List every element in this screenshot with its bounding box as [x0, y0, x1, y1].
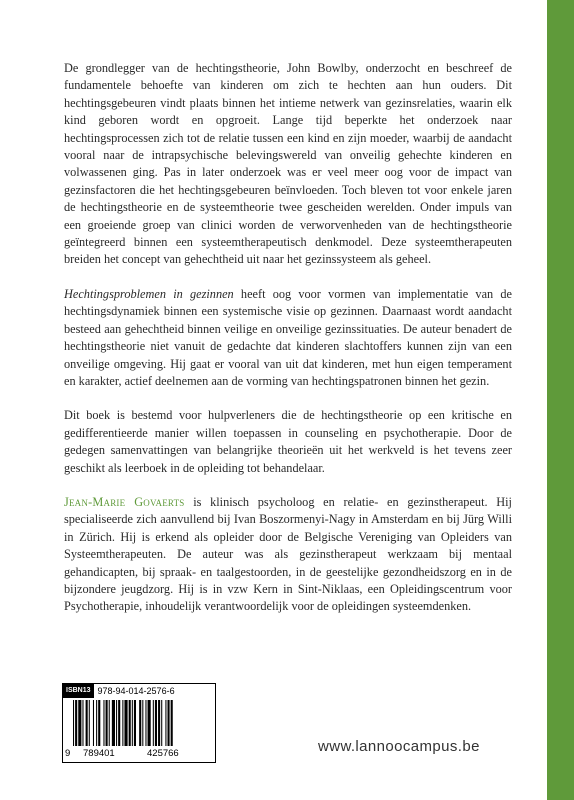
book-description-paragraph: [64, 286, 512, 390]
author-bio-paragraph: [64, 494, 512, 616]
author-bio-text: is klinisch psycholoog en relatie- en gezinstherapeut. Hij specialiseerde zich aanvullend bij Ivan Boszormenyi-Nagy in Amsterdam en bij Jürg Willi in Zürich. Hij is erkend als opleider door de Belgische Vereniging van Opleiders van Systeemtherapeuten. De auteur was als gezinstherapeut werkzaam bij mentaal gehandicapten, bij spraak- en taalgestoorden, in de geestelijke gezondheidszorg en in de bijzondere jeugdzorg. Hij is in vzw Kern in Sint-Niklaas, een Opleidingscentrum voor Psychotherapie, inhoudelijk verantwoordelijk voor de opleidingen systeemdenken.: [64, 494, 512, 614]
audience-paragraph: Dit boek is bestemd voor hulpverleners die de hechtingstheorie op een kritische en gedifferentieerde manier willen toepassen in counseling en psychotherapie. Door de gedegen samenvattingen van belangrijke theorieën uit het werkveld is het tevens zeer geschikt als leerboek in de opleiding tot behandelaar.: [64, 408, 512, 475]
barcode-bar: [139, 700, 141, 746]
barcode-bar: [109, 700, 110, 746]
barcode-digits-right: 425766: [147, 748, 179, 759]
barcode-bar: [168, 700, 170, 746]
barcode-bar: [161, 700, 162, 746]
publisher-website[interactable]: www.lannoocampus.be: [318, 738, 480, 755]
barcode-bar: [75, 700, 77, 746]
barcode-bar: [155, 700, 157, 746]
barcode-bar: [93, 700, 94, 746]
barcode-bar: [171, 700, 173, 746]
barcode-bar: [73, 700, 74, 746]
barcode-bar: [118, 700, 120, 746]
barcode-bar: [148, 700, 151, 746]
barcode-bars: [73, 700, 205, 746]
book-title: Hechtingsproblemen in gezinnen: [64, 286, 234, 301]
isbn-label: ISBN13: [63, 684, 94, 698]
barcode-bar: [153, 700, 154, 746]
barcode-bar: [106, 700, 108, 746]
barcode-bar: [116, 700, 117, 746]
barcode-bar: [145, 700, 146, 746]
intro-paragraph: De grondlegger van de hechtingstheorie, John Bowlby, onderzocht en beschreef de fundamentele behoefte van kinderen om zich te hechten aan hun ouders. Dit hechtingsgebeuren vindt plaats binnen het intieme netwerk van gezinsrelaties, waarin elk kind geboren wordt en opgroeit. Lange tijd beperkte het onderzoek naar hechtingsprocessen zich tot de relatie tussen een kind en zijn moeder, waarbij de aandacht vooral naar de intrapsychische belevingswereld van onveilig gehechte kinderen en volwassenen ging. Pas in later onderzoek was er veel meer oog voor de impact van gezinsfactoren die het hechtingsgebeuren beïnvloeden. Toch bleven tot voor enkele jaren de hechtingstheorie en de systeemtheorie twee gescheiden werelden. Onder impuls van een groeiende groep van clinici worden de verworvenheden van de hechtingstheorie geïntegreerd binnen een systeemtherapeutisch denkmodel. Deze systeemtherapeuten breiden het concept van gehechtheid uit naar het gezinssysteem als geheel.: [64, 61, 512, 267]
book-description-text: heeft oog voor vormen van implementatie van de hechtingsdynamiek binnen een systemische visie op gezinnen. Daarnaast wordt aandacht besteed aan gehechtheid binnen veilige en onveilige gezinssituaties. De auteur benadert de hechtingstheorie niet vanuit de gedachte dat kinderen slachtoffers kunnen zijn van een onveilige omgeving. Hij gaat er vooral van uit dat kinderen, met hun eigen temperament en karakter, actief deelnemen aan de vorming van hechtingspatronen binnen het gezin.: [64, 286, 512, 388]
green-side-stripe: [547, 0, 574, 800]
barcode-bar: [112, 700, 115, 746]
barcode-digit-first: 9: [65, 748, 71, 759]
isbn-barcode: [62, 683, 216, 763]
barcode-bar: [122, 700, 123, 746]
barcode-bar: [165, 700, 166, 746]
barcode-digits: [63, 748, 215, 760]
barcode-bar: [82, 700, 83, 746]
barcode-bar: [86, 700, 88, 746]
barcode-digits-left: 789401: [83, 748, 115, 759]
back-cover-text: [64, 60, 512, 633]
author-name: Jean-Marie Govaerts: [64, 494, 185, 509]
barcode-bar: [96, 700, 97, 746]
isbn-row: [63, 684, 215, 698]
barcode-bar: [89, 700, 90, 746]
barcode-bar: [78, 700, 81, 746]
barcode-bar: [124, 700, 127, 746]
barcode-bar: [142, 700, 143, 746]
barcode-bar: [129, 700, 131, 746]
barcode-bar: [132, 700, 133, 746]
barcode-bar: [158, 700, 160, 746]
barcode-bar: [134, 700, 136, 746]
barcode-bar: [98, 700, 100, 746]
isbn-number: 978-94-014-2576-6: [97, 686, 175, 696]
barcode-bar: [103, 700, 104, 746]
